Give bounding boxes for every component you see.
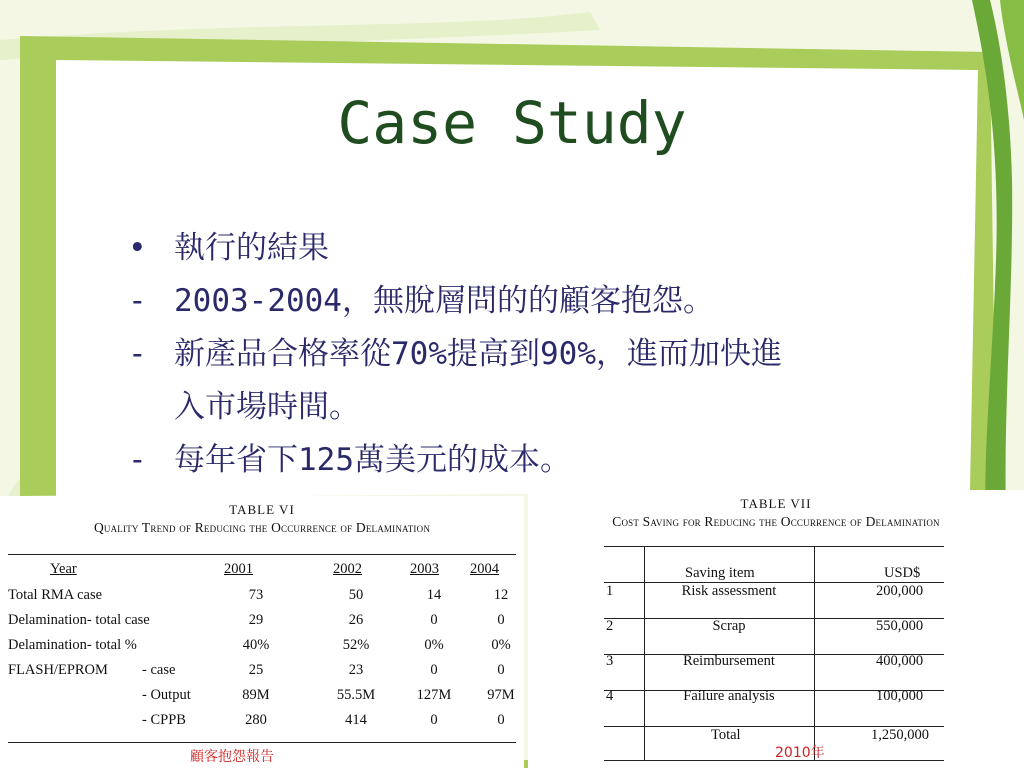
data-cell: 280 (245, 712, 267, 728)
table-vi-image (0, 496, 524, 768)
data-cell: 14 (426, 587, 442, 603)
usd-value: 550,000 (876, 618, 924, 634)
bullet-marker: - (128, 336, 147, 372)
bullet-text: 執行的結果 (174, 230, 329, 266)
table-title: Quality Trend of Reducing the Occurrence of Delamination (93, 520, 431, 535)
data-cell: 0 (497, 712, 505, 728)
data-cell: 50 (348, 587, 364, 603)
header-cell: USD$ (884, 565, 921, 581)
data-cell: 97M (487, 687, 515, 703)
header-cell: 2003 (410, 561, 439, 577)
header-cell: 2004 (470, 561, 499, 577)
data-cell: 0% (424, 637, 444, 653)
footer-right-label: 2010年 (775, 745, 825, 761)
row-label: Delamination- total % (8, 637, 137, 653)
data-cell: 0 (497, 662, 505, 678)
table-rule (8, 742, 516, 743)
row-number: 1 (606, 583, 614, 599)
data-cell: 0% (491, 637, 511, 653)
data-cell: 40% (242, 637, 270, 653)
data-cell: 414 (345, 712, 367, 728)
bullet-marker: • (128, 230, 147, 266)
table-rule (8, 554, 516, 555)
slide-title: Case Study (337, 89, 687, 157)
table-title: Cost Saving for Reducing the Occurrence of Delamination (612, 514, 940, 529)
row-label: Total RMA case (8, 587, 103, 603)
row-label: FLASH/EPROM (8, 662, 108, 678)
row-number: 3 (606, 653, 614, 669)
total-value: 1,250,000 (871, 727, 929, 743)
bullet-text: 新產品合格率從70%提高到90%，進而加快進 (174, 336, 782, 372)
row-sublabel: - CPPB (142, 712, 186, 728)
bullet-marker: - (128, 283, 147, 319)
header-cell: Saving item (685, 565, 755, 581)
table-caption: TABLE VII (740, 496, 812, 511)
bullet-text: 每年省下125萬美元的成本。 (174, 442, 571, 478)
bullet-item (128, 275, 948, 328)
usd-value: 400,000 (876, 653, 924, 669)
header-cell: 2002 (333, 561, 362, 577)
data-cell: 55.5M (336, 687, 376, 703)
usd-value: 100,000 (876, 688, 924, 704)
footer-left-label: 顧客抱怨報告 (190, 749, 274, 765)
bullet-marker: - (128, 442, 147, 478)
data-cell: 0 (430, 612, 438, 628)
bullet-item (128, 434, 948, 487)
saving-item: Failure analysis (683, 688, 775, 704)
bullet-item (128, 328, 948, 381)
row-number: 2 (606, 618, 614, 634)
bullet-continuation: 入市場時間。 (174, 389, 360, 425)
header-cell: 2001 (224, 561, 253, 577)
row-number: 4 (606, 688, 614, 704)
data-cell: 25 (248, 662, 264, 678)
data-cell: 12 (493, 587, 509, 603)
saving-item: Scrap (712, 618, 746, 634)
data-cell: 23 (348, 662, 364, 678)
data-cell: 26 (348, 612, 364, 628)
total-label: Total (711, 727, 741, 743)
table-rule (604, 760, 944, 761)
table-vii-image (528, 490, 1024, 768)
data-cell: 0 (430, 662, 438, 678)
data-cell: 0 (430, 712, 438, 728)
usd-value: 200,000 (876, 583, 924, 599)
row-sublabel: - Output (142, 687, 191, 703)
row-label: Delamination- total case (8, 612, 150, 628)
table-rule (814, 546, 815, 760)
table-caption: TABLE VI (229, 502, 295, 517)
bullet-text: 2003-2004，無脫層問的的顧客抱怨。 (174, 283, 714, 319)
row-sublabel: - case (142, 662, 176, 678)
data-cell: 0 (497, 612, 505, 628)
table-rule (644, 546, 645, 760)
saving-item: Risk assessment (681, 583, 777, 599)
table-rule (604, 546, 944, 547)
bullet-item (128, 222, 948, 275)
data-cell: 73 (248, 587, 264, 603)
header-cell: Year (50, 561, 77, 577)
data-cell: 89M (242, 687, 270, 703)
data-cell: 127M (416, 687, 452, 703)
saving-item: Reimbursement (683, 653, 775, 669)
data-cell: 52% (342, 637, 370, 653)
bullet-list (128, 222, 948, 487)
data-cell: 29 (248, 612, 264, 628)
